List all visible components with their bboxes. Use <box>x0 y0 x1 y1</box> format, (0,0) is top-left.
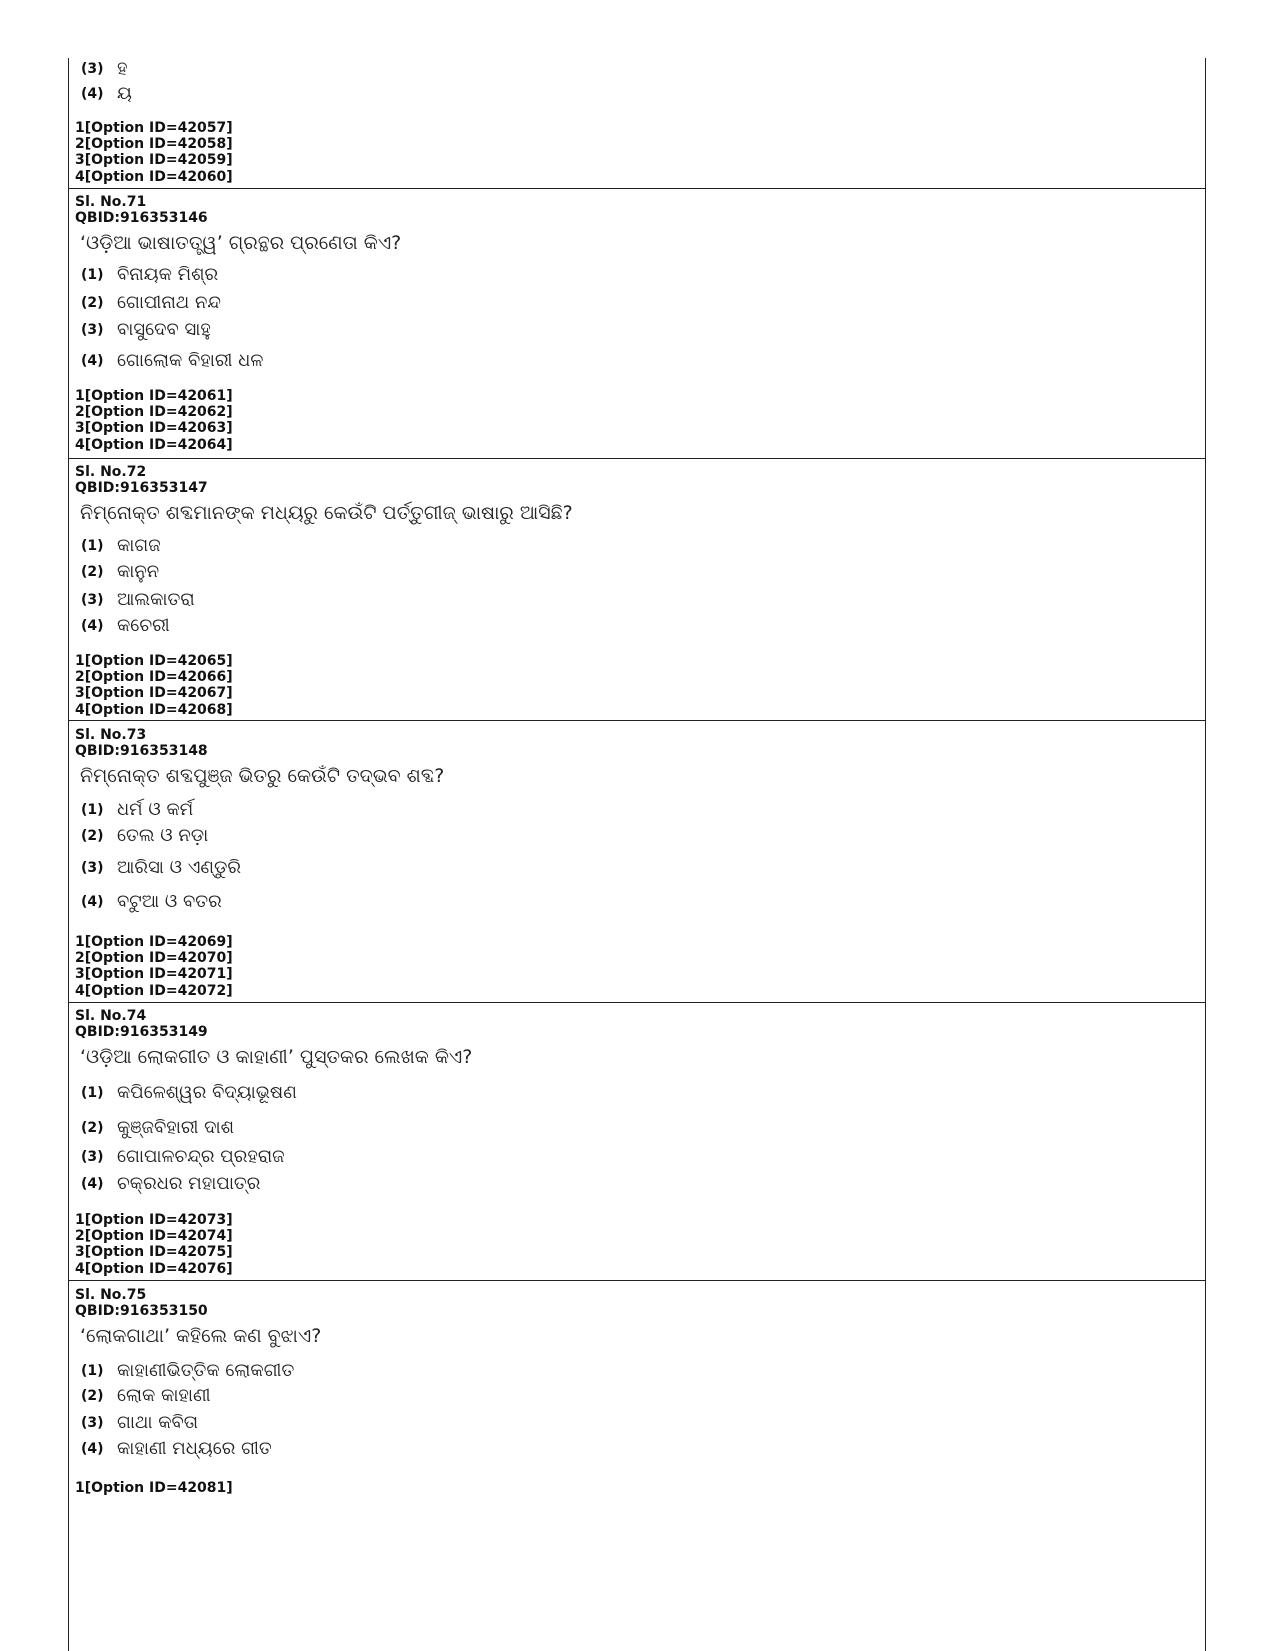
serial-number: Sl. No.71 <box>75 194 147 210</box>
option-id-list <box>75 1480 233 1496</box>
option-id: 3[Option ID=42059] <box>75 152 233 169</box>
option-id: 1[Option ID=42061] <box>75 388 233 404</box>
option-number: (2) <box>81 1388 104 1404</box>
option-number: (4) <box>81 1176 104 1192</box>
option-number: (4) <box>81 894 104 910</box>
option-id-list <box>75 388 233 453</box>
option-number: (1) <box>81 538 104 554</box>
qbid: QBID:916353146 <box>75 210 208 226</box>
question-block-74 <box>69 1004 1205 1280</box>
option-number: (2) <box>81 564 104 580</box>
option-text: ବାସୁଦେବ ସାହୁ <box>117 319 211 340</box>
option-number: (1) <box>81 1363 104 1379</box>
option-text: କାନୁନ <box>117 561 160 582</box>
option-number: (3) <box>81 1149 104 1165</box>
question-block-73 <box>69 722 1205 1004</box>
option-id: 4[Option ID=42072] <box>75 982 233 999</box>
separator <box>69 1280 1205 1281</box>
serial-number: Sl. No.72 <box>75 464 147 480</box>
option-text: ୟ <box>117 83 132 104</box>
option-text: ହ <box>117 58 128 79</box>
option-id: 4[Option ID=42076] <box>75 1260 233 1277</box>
option-id-list <box>75 934 233 999</box>
separator <box>69 458 1205 459</box>
option-number: (2) <box>81 828 104 844</box>
option-number: (3) <box>81 1415 104 1431</box>
option-text: ଆଲକାତରା <box>117 589 195 610</box>
option-text: ଗୋପାଳଚନ୍ଦ୍ର ପ୍ରହରାଜ <box>117 1146 285 1167</box>
option-id: 1[Option ID=42069] <box>75 934 233 950</box>
qbid: QBID:916353149 <box>75 1024 208 1040</box>
option-number: (4) <box>81 618 104 634</box>
option-text: କଚେରୀ <box>117 615 170 636</box>
option-text: କାହାଣୀଭିତ୍ତିକ ଲୋକଗୀତ <box>117 1360 295 1381</box>
question-text: ‘ଓଡ଼ିଆ ଲୋକଗୀତ ଓ କାହାଣୀ’ ପୁସ୍ତକର ଲେଖକ କିଏ? <box>80 1046 473 1068</box>
question-block-70-fragment <box>69 58 1205 190</box>
option-text: ଗୋପୀନାଥ ନନ୍ଦ <box>117 292 221 313</box>
serial-number: Sl. No.73 <box>75 727 147 743</box>
option-text: ଧର୍ମ ଓ କର୍ମ <box>117 799 194 820</box>
option-number: (3) <box>81 61 104 77</box>
serial-number: Sl. No.74 <box>75 1008 147 1024</box>
option-text: ତେଲ ଓ ନଡ଼ା <box>117 825 209 846</box>
option-id: 3[Option ID=42063] <box>75 420 233 437</box>
option-text: ଆରିସା ଓ ଏଣ୍ଡୁରି <box>117 857 241 878</box>
option-id-list <box>75 653 233 718</box>
option-text: ଲୋକ କାହାଣୀ <box>117 1385 211 1406</box>
question-block-71 <box>69 190 1205 460</box>
option-id: 3[Option ID=42067] <box>75 685 233 702</box>
question-text: ‘ଓଡ଼ିଆ ଭାଷାତତ୍ତ୍ୱ’ ଗ୍ରନ୍ଥର ପ୍ରଣେତା କିଏ? <box>80 232 402 254</box>
option-id: 3[Option ID=42075] <box>75 1244 233 1261</box>
option-text: ଚକ୍ରଧର ମହାପାତ୍ର <box>117 1173 261 1194</box>
option-id: 2[Option ID=42062] <box>75 404 233 421</box>
option-id: 2[Option ID=42074] <box>75 1228 233 1245</box>
option-id: 3[Option ID=42071] <box>75 966 233 983</box>
question-text: ନିମ୍ନୋକ୍ତ ଶବ୍ଦପୁଞ୍ଜ ଭିତରୁ କେଉଁଟି ତଦ୍ଭବ ଶବ୍ଦ? <box>80 765 445 787</box>
option-id: 1[Option ID=42073] <box>75 1212 233 1228</box>
option-number: (2) <box>81 1120 104 1136</box>
option-text: ବଟୁଆ ଓ ବତର <box>117 891 222 912</box>
option-id: 1[Option ID=42057] <box>75 120 233 136</box>
question-text: ନିମ୍ନୋକ୍ତ ଶବ୍ଦମାନଙ୍କ ମଧ୍ୟରୁ କେଉଁଟି ପର୍ତ୍ତୁଗୀଜ୍ ଭାଷାରୁ ଆସିଛି? <box>80 502 573 524</box>
option-number: (3) <box>81 592 104 608</box>
option-number: (3) <box>81 322 104 338</box>
option-number: (4) <box>81 86 104 102</box>
separator <box>69 720 1205 721</box>
qbid: QBID:916353148 <box>75 743 208 759</box>
option-id: 1[Option ID=42081] <box>75 1480 233 1496</box>
option-text: କାହାଣୀ ମଧ୍ୟରେ ଗୀତ <box>117 1438 272 1459</box>
option-text: କପିଳେଶ୍ୱର ବିଦ୍ୟାଭୂଷଣ <box>117 1082 297 1103</box>
option-id: 2[Option ID=42058] <box>75 136 233 153</box>
option-number: (2) <box>81 295 104 311</box>
option-number: (1) <box>81 802 104 818</box>
question-text: ‘ଲୋକଗାଥା’ କହିଲେ କଣ ବୁଝାଏ? <box>80 1325 322 1347</box>
option-text: ଗୋଲୋକ ବିହାରୀ ଧଳ <box>117 350 264 371</box>
separator <box>69 1002 1205 1003</box>
option-number: (4) <box>81 353 104 369</box>
option-text: ଗାଥା କବିତା <box>117 1412 199 1433</box>
option-number: (3) <box>81 860 104 876</box>
question-block-75 <box>69 1282 1205 1542</box>
option-id: 4[Option ID=42068] <box>75 701 233 718</box>
option-number: (4) <box>81 1441 104 1457</box>
question-block-72 <box>69 460 1205 722</box>
question-paper-page <box>68 58 1206 1651</box>
separator <box>69 188 1205 189</box>
serial-number: Sl. No.75 <box>75 1287 147 1303</box>
option-number: (1) <box>81 267 104 283</box>
option-id-list <box>75 120 233 185</box>
option-id: 2[Option ID=42066] <box>75 669 233 686</box>
option-text: କାଗଜ <box>117 535 161 556</box>
option-text: ବିନାୟକ ମିଶ୍ର <box>117 264 219 285</box>
option-id: 4[Option ID=42064] <box>75 436 233 453</box>
qbid: QBID:916353150 <box>75 1303 208 1319</box>
option-id: 2[Option ID=42070] <box>75 950 233 967</box>
option-id-list <box>75 1212 233 1277</box>
option-id: 1[Option ID=42065] <box>75 653 233 669</box>
option-id: 4[Option ID=42060] <box>75 168 233 185</box>
option-text: କୁଞ୍ଜବିହାରୀ ଦାଶ <box>117 1117 235 1138</box>
option-number: (1) <box>81 1085 104 1101</box>
qbid: QBID:916353147 <box>75 480 208 496</box>
